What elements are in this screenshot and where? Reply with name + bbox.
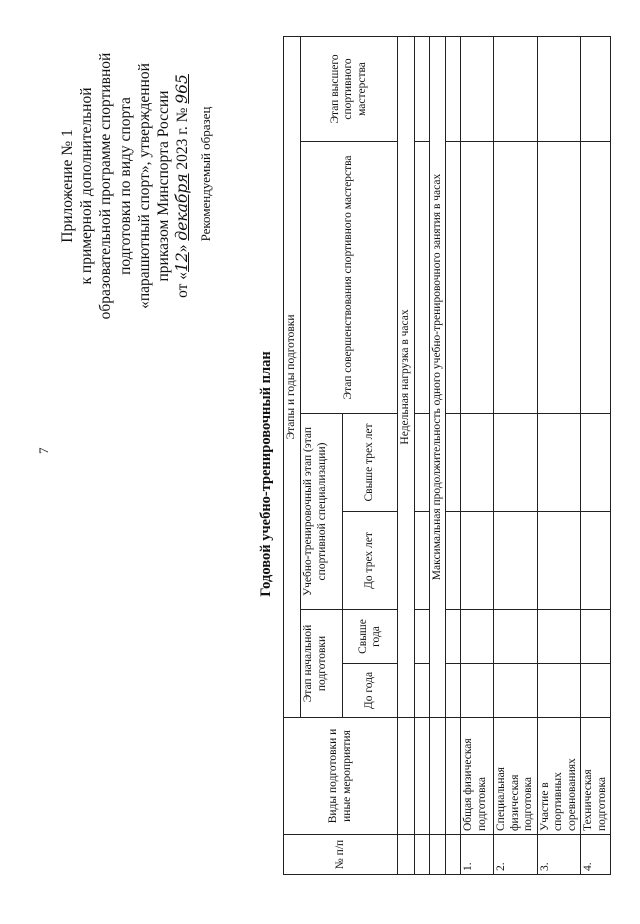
- empty-cell: [446, 512, 461, 610]
- header-col-num: № п/п: [284, 835, 398, 875]
- header-sub-over-year: Свыше года: [343, 610, 398, 664]
- header-stage-training: Учебно-тренировочный этап (этап спортивной специализации): [301, 414, 343, 610]
- annex-block: [58, 26, 192, 346]
- header-sub-upto-three: До трех лет: [343, 512, 398, 610]
- annex-date-line: [173, 26, 192, 346]
- table-row: [581, 36, 611, 874]
- row-number: 3.: [537, 835, 581, 875]
- page-number: 7: [36, 447, 51, 454]
- empty-cell: [414, 414, 429, 512]
- empty-cell: [581, 36, 611, 141]
- annex-line-6: приказом Минспорта России: [155, 90, 173, 282]
- empty-cell: [429, 835, 446, 875]
- empty-cell: [414, 142, 429, 414]
- empty-cell: [414, 36, 429, 141]
- date-mid: »: [174, 240, 192, 253]
- empty-cell: [494, 36, 538, 141]
- annex-line-3: образовательной программе спортивной: [97, 52, 115, 320]
- empty-cell: [581, 512, 611, 610]
- training-plan-table: [283, 36, 611, 875]
- date-prefix: от «: [174, 271, 192, 298]
- empty-cell: [446, 718, 461, 835]
- empty-cell: [461, 664, 494, 718]
- annex-line-5: «парашютный спорт», утвержденной: [135, 63, 153, 309]
- order-number: 965: [173, 74, 192, 104]
- empty-cell: [537, 664, 581, 718]
- row-label: Участие в спортивных соревнованиях: [537, 718, 581, 835]
- empty-cell: [581, 610, 611, 664]
- empty-cell: [494, 512, 538, 610]
- empty-cell: [398, 718, 415, 835]
- row-label: Специальная физическая подготовка: [494, 718, 538, 835]
- header-sub-over-three: Свыше трех лет: [343, 414, 398, 512]
- date-month: декабря: [173, 173, 192, 241]
- empty-cell: [581, 142, 611, 414]
- empty-cell: [429, 718, 446, 835]
- page-title: Годовой учебно-тренировочный план: [258, 351, 274, 597]
- header-sub-upto-year: До года: [343, 664, 398, 718]
- empty-cell: [446, 664, 461, 718]
- empty-cell: [446, 610, 461, 664]
- empty-cell: [398, 835, 415, 875]
- row-number: 4.: [581, 835, 611, 875]
- empty-cell: [537, 610, 581, 664]
- empty-cell: [581, 414, 611, 512]
- row-number: 2.: [494, 835, 538, 875]
- annex-line-2: к примерной дополнительной: [78, 87, 96, 285]
- empty-cell: [414, 718, 429, 835]
- empty-cell: [537, 36, 581, 141]
- empty-cell: [461, 512, 494, 610]
- row-label: Техническая подготовка: [581, 718, 611, 835]
- empty-cell: [414, 610, 429, 664]
- annex-line-1: Приложение № 1: [59, 129, 76, 243]
- empty-cell: [461, 414, 494, 512]
- header-stages: Этапы и годы подготовки: [284, 36, 301, 717]
- annex-line-4: подготовки по виду спорта: [116, 97, 134, 275]
- empty-cell: [414, 835, 429, 875]
- header-stage-higher: Этап высшего спортивного мастерства: [301, 36, 398, 141]
- empty-cell: [446, 142, 461, 414]
- empty-cell: [461, 36, 494, 141]
- empty-cell: [494, 142, 538, 414]
- empty-cell: [446, 414, 461, 512]
- empty-cell: [446, 835, 461, 875]
- row-number: 1.: [461, 835, 494, 875]
- header-stage-initial: Этап начальной подготовки: [301, 610, 343, 718]
- empty-cell: [494, 664, 538, 718]
- row-label: Общая физическая подготовка: [461, 718, 494, 835]
- table-row: [537, 36, 581, 874]
- max-duration-row: Максимальная продолжительность одного учебно-тренировочного занятия в часах: [429, 36, 446, 717]
- date-day: 12: [173, 252, 192, 272]
- table-row: [494, 36, 538, 874]
- empty-cell: [537, 512, 581, 610]
- empty-cell: [446, 36, 461, 141]
- empty-cell: [494, 414, 538, 512]
- table-row: [461, 36, 494, 874]
- empty-cell: [537, 414, 581, 512]
- recommended-sample-label: Рекомендуемый образец: [198, 106, 213, 242]
- weekly-load-row: Недельная нагрузка в часах: [398, 36, 415, 717]
- empty-cell: [461, 610, 494, 664]
- empty-cell: [494, 610, 538, 664]
- empty-cell: [414, 512, 429, 610]
- empty-cell: [414, 664, 429, 718]
- empty-cell: [581, 664, 611, 718]
- date-year: 2023 г. №: [174, 103, 192, 174]
- empty-cell: [461, 142, 494, 414]
- empty-cell: [537, 142, 581, 414]
- header-col-types: Виды подготовки и иные мероприятия: [284, 718, 398, 835]
- header-stage-improvement: Этап совершенствования спортивного мастерства: [301, 142, 398, 414]
